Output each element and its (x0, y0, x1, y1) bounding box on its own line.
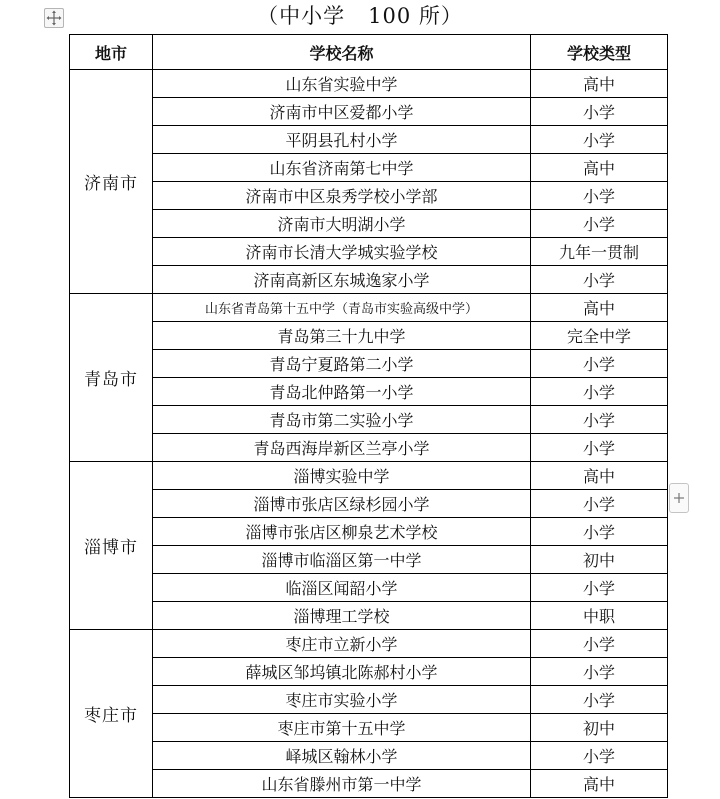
city-cell: 淄博市 (70, 462, 153, 630)
school-type-cell: 小学 (531, 378, 668, 406)
school-type-cell: 完全中学 (531, 322, 668, 350)
school-type-cell: 高中 (531, 70, 668, 98)
table-row (70, 154, 668, 182)
school-type-cell: 小学 (531, 406, 668, 434)
school-name-cell: 济南市长清大学城实验学校 (153, 238, 531, 266)
table-row (70, 686, 668, 714)
school-name-cell: 淄博市张店区绿杉园小学 (153, 490, 531, 518)
school-type-cell: 初中 (531, 714, 668, 742)
table-row (70, 434, 668, 462)
school-name-cell: 平阴县孔村小学 (153, 126, 531, 154)
school-name-cell: 青岛西海岸新区兰亭小学 (153, 434, 531, 462)
school-type-cell: 高中 (531, 294, 668, 322)
school-name-cell: 山东省滕州市第一中学 (153, 770, 531, 798)
table-body (70, 70, 668, 798)
school-name-cell: 山东省青岛第十五中学（青岛市实验高级中学） (153, 294, 531, 322)
city-cell: 济南市 (70, 70, 153, 294)
table-row (70, 350, 668, 378)
header-school-type: 学校类型 (531, 35, 668, 70)
table-row (70, 322, 668, 350)
table-row (70, 70, 668, 98)
header-school-name: 学校名称 (153, 35, 531, 70)
school-type-cell: 小学 (531, 490, 668, 518)
table-row (70, 546, 668, 574)
school-type-cell: 小学 (531, 686, 668, 714)
table-row (70, 238, 668, 266)
school-name-cell: 青岛市第二实验小学 (153, 406, 531, 434)
school-type-cell: 小学 (531, 742, 668, 770)
school-name-cell: 枣庄市第十五中学 (153, 714, 531, 742)
table-row (70, 518, 668, 546)
school-name-cell: 山东省济南第七中学 (153, 154, 531, 182)
school-type-cell: 小学 (531, 266, 668, 294)
table-row (70, 294, 668, 322)
school-name-cell: 济南市大明湖小学 (153, 210, 531, 238)
table-row (70, 630, 668, 658)
school-name-cell: 淄博市临淄区第一中学 (153, 546, 531, 574)
school-type-cell: 高中 (531, 770, 668, 798)
school-type-cell: 小学 (531, 126, 668, 154)
school-type-cell: 小学 (531, 518, 668, 546)
table-row (70, 378, 668, 406)
city-cell: 枣庄市 (70, 630, 153, 798)
table-row (70, 98, 668, 126)
document-title: （中小学 100 所） (257, 4, 463, 28)
school-name-cell: 山东省实验中学 (153, 70, 531, 98)
insert-row-button[interactable] (669, 483, 689, 513)
school-type-cell: 高中 (531, 154, 668, 182)
header-city: 地市 (70, 35, 153, 70)
school-name-cell: 淄博市张店区柳泉艺术学校 (153, 518, 531, 546)
table-row (70, 266, 668, 294)
table-row (70, 490, 668, 518)
table-row (70, 602, 668, 630)
table-row (70, 406, 668, 434)
table-header-row (70, 35, 668, 70)
school-type-cell: 小学 (531, 434, 668, 462)
table-row (70, 742, 668, 770)
school-type-cell: 小学 (531, 210, 668, 238)
table-row (70, 126, 668, 154)
table-row (70, 574, 668, 602)
school-name-cell: 济南市中区泉秀学校小学部 (153, 182, 531, 210)
table-row (70, 714, 668, 742)
school-name-cell: 淄博实验中学 (153, 462, 531, 490)
school-type-cell: 初中 (531, 546, 668, 574)
table-row (70, 770, 668, 798)
school-name-cell: 枣庄市立新小学 (153, 630, 531, 658)
school-name-cell: 淄博理工学校 (153, 602, 531, 630)
school-type-cell: 九年一贯制 (531, 238, 668, 266)
school-table (69, 34, 668, 798)
school-type-cell: 小学 (531, 574, 668, 602)
plus-icon (670, 484, 688, 512)
school-type-cell: 高中 (531, 462, 668, 490)
school-type-cell: 小学 (531, 182, 668, 210)
city-cell: 青岛市 (70, 294, 153, 462)
school-name-cell: 临淄区闻韶小学 (153, 574, 531, 602)
table-row (70, 658, 668, 686)
school-name-cell: 青岛北仲路第一小学 (153, 378, 531, 406)
school-type-cell: 小学 (531, 350, 668, 378)
school-name-cell: 薛城区邹坞镇北陈郝村小学 (153, 658, 531, 686)
table-row (70, 210, 668, 238)
school-type-cell: 中职 (531, 602, 668, 630)
school-name-cell: 峄城区翰林小学 (153, 742, 531, 770)
school-name-cell: 济南市中区爱都小学 (153, 98, 531, 126)
table-row (70, 182, 668, 210)
school-name-cell: 青岛第三十九中学 (153, 322, 531, 350)
school-type-cell: 小学 (531, 98, 668, 126)
school-type-cell: 小学 (531, 630, 668, 658)
table-row (70, 462, 668, 490)
school-name-cell: 济南高新区东城逸家小学 (153, 266, 531, 294)
school-name-cell: 青岛宁夏路第二小学 (153, 350, 531, 378)
school-type-cell: 小学 (531, 658, 668, 686)
school-name-cell: 枣庄市实验小学 (153, 686, 531, 714)
